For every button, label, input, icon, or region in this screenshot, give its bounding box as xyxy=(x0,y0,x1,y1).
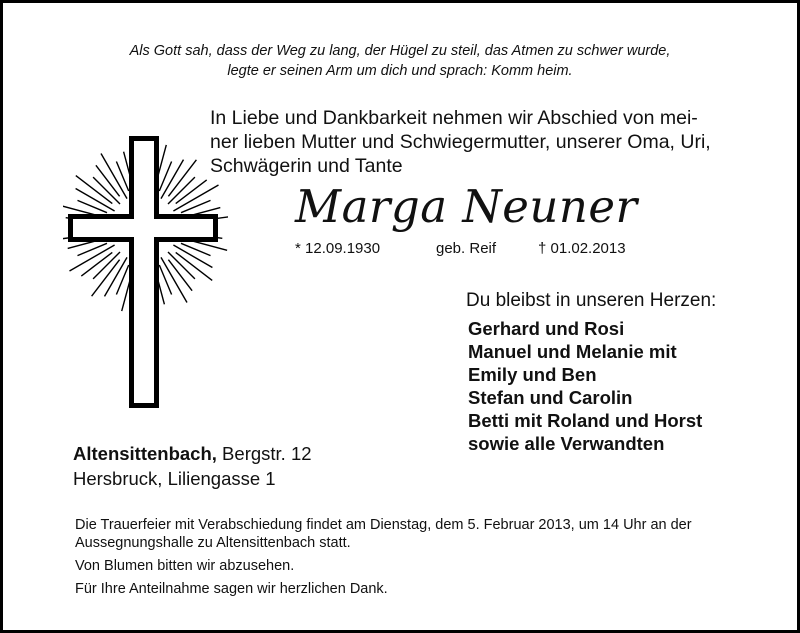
family-member: Manuel und Melanie mit xyxy=(468,341,677,362)
family-section xyxy=(466,289,716,455)
flowers-note: Von Blumen bitten wir abzusehen. xyxy=(75,558,295,574)
poem xyxy=(3,41,797,81)
poem-line-2: legte er seinen Arm um dich und sprach: Komm heim. xyxy=(227,63,573,79)
family-member: sowie alle Verwandten xyxy=(468,433,665,454)
family-list xyxy=(468,317,716,455)
deceased-name: Marga Neuner xyxy=(295,180,638,233)
intro-line-3: Schwägerin und Tante xyxy=(210,155,403,177)
birth-date: * 12.09.1930 xyxy=(295,240,381,257)
family-member: Stefan und Carolin xyxy=(468,387,633,408)
thanks-note: Für Ihre Anteilnahme sagen wir herzlichen Dank. xyxy=(75,581,388,597)
family-member: Emily und Ben xyxy=(468,364,597,385)
ceremony-details: Die Trauerfeier mit Verabschiedung findet am Dienstag, dem 5. Februar 2013, um 14 Uhr an der Aussegnungshalle zu Altensittenbach statt. xyxy=(75,517,692,551)
address-line-2: Hersbruck, Liliengasse 1 xyxy=(73,468,276,489)
maiden-name: geb. Reif xyxy=(436,240,497,257)
mourning-address xyxy=(73,441,312,491)
address-line-1 xyxy=(73,441,312,466)
family-member: Gerhard und Rosi xyxy=(468,318,625,339)
address-street: Bergstr. 12 xyxy=(216,443,312,464)
ceremony-info xyxy=(75,516,755,603)
family-member: Betti mit Roland und Horst xyxy=(468,410,703,431)
intro-line-1: In Liebe und Dankbarkeit nehmen wir Abschied von mei- xyxy=(210,107,698,129)
intro-line-2: ner lieben Mutter und Schwiegermutter, unserer Oma, Uri, xyxy=(210,131,711,153)
radiant-cross-graphic xyxy=(63,136,228,408)
address-place: Altensittenbach, xyxy=(73,443,217,464)
radiant-cross-icon xyxy=(63,136,228,408)
death-date: † 01.02.2013 xyxy=(538,240,626,257)
poem-line-1: Als Gott sah, dass der Weg zu lang, der Hügel zu steil, das Atmen zu schwer wurde, xyxy=(129,43,671,59)
intro-text xyxy=(210,106,750,178)
family-lead: Du bleibst in unseren Herzen: xyxy=(466,290,717,311)
